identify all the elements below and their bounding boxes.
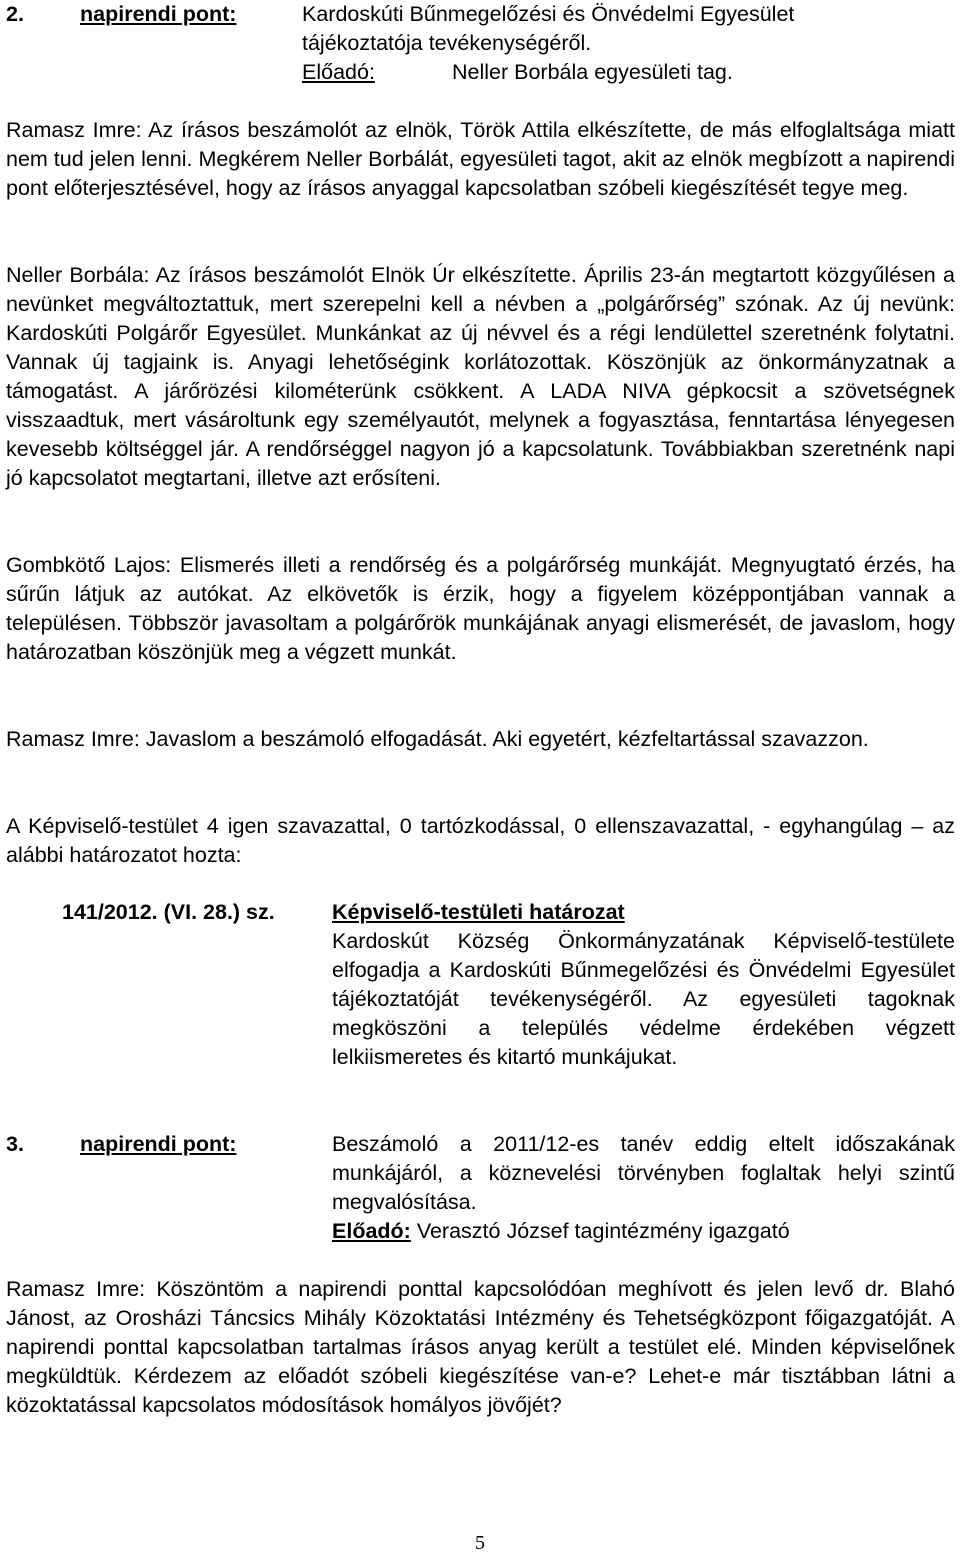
resolution-text: Kardoskút Község Önkormányzatának Képviselő-testülete elfogadja a Kardoskúti Bűnmegelőzési és Önvédelmi Egyesület tájékoztatóját tevékenységéről. Az egyesületi tagoknak megköszöni a település védelme érdekében végzett lelkiismeretes és kitartó munkájukat. (332, 929, 955, 1069)
page-number: 5 (475, 1532, 485, 1554)
paragraph: Gombkötő Lajos: Elismerés illeti a rendőrség és a polgárőrség munkáját. Megnyugtató érzés, ha sűrűn látjuk az autókat. Az elkövetők is érzik, hogy a figyelem középpontjában vannak a településen. Többször javasoltam a polgárőrök munkájának anyagi elismerését, de javaslom, hogy határozatban köszönjük meg a végzett munkát. (6, 553, 955, 664)
presenter-name: Verasztó József tagintézmény igazgató (410, 1219, 790, 1243)
paragraph: Ramasz Imre: Az írásos beszámolót az elnök, Török Attila elkészítette, de más elfoglaltsága miatt nem tud jelen lenni. Megkérem Neller Borbálát, egyesületi tagot, akit az elnök megbízott a napirendi pont előterjesztésével, hogy az írásos anyaggal kapcsolatban szóbeli kiegészítését tegye meg. (6, 118, 955, 200)
paragraph: Ramasz Imre: Javaslom a beszámoló elfogadását. Aki egyetért, kézfeltartással szavazzon. (6, 727, 869, 751)
agenda-label: napirendi pont: (80, 2, 237, 26)
presenter-label: Előadó: (332, 1219, 411, 1243)
agenda-title: Beszámoló a 2011/12-es tanév eddig eltelt időszakának munkájáról, a köznevelési törvényben foglaltak helyi szintű megvalósítása. (332, 1132, 955, 1214)
presenter (302, 58, 862, 87)
paragraph: Ramasz Imre: Köszöntöm a napirendi ponttal kapcsolódóan meghívott és jelen levő dr. Blahó Jánost, az Orosházi Táncsics Mihály Közoktatási Intézmény és Tehetségközpont főigazgatóját. A napirendi ponttal kapcsolatban tartalmas írásos anyag került a testület elé. Minden képviselőnek megküldtük. Kérdezem az előadót szóbeli kiegészítése van-e? Lehet-e már tisztábban látni a közoktatással kapcsolatos módosítások homályos jövőjét? (6, 1277, 955, 1417)
agenda-title-line: tájékoztatója tevékenységéről. (302, 31, 592, 55)
resolution-title: Képviselő-testületi határozat (332, 900, 625, 924)
presenter-name: Neller Borbála egyesületi tag. (452, 60, 733, 84)
resolution-number: 141/2012. (VI. 28.) sz. (62, 900, 275, 924)
agenda-body (302, 0, 862, 87)
agenda-number: 3. (6, 1132, 24, 1156)
agenda-label: napirendi pont: (80, 1132, 237, 1156)
presenter (332, 1217, 955, 1246)
presenter-label: Előadó: (302, 60, 375, 84)
agenda-title-line: Kardoskúti Bűnmegelőzési és Önvédelmi Egyesület (302, 2, 795, 26)
paragraph: A Képviselő-testület 4 igen szavazattal, 0 tartózkodással, 0 ellenszavazattal, - egyhangúlag – az alábbi határozatot hozta: (6, 814, 955, 867)
agenda-number: 2. (6, 2, 24, 26)
paragraph: Neller Borbála: Az írásos beszámolót Elnök Úr elkészítette. Április 23-án megtartott közgyűlésen a nevünket megváltoztattuk, mert szerepelni kell a névben a „polgárőrség” szónak. Az új nevünk: Kardoskúti Polgárőr Egyesület. Munkánkat az új névvel és a régi lendülettel szeretnénk folytatni. Vannak új tagjaink is. Anyagi lehetőségink korlátozottak. Köszönjük az önkormányzatnak a támogatást. A járőrözési kilométerünk csökkent. A LADA NIVA gépkocsit a szövetségnek visszaadtuk, mert vásároltunk egy személyautót, melynek a fogyasztása, fenntartása lényegesen kevesebb költséggel jár. A rendőrséggel nagyon jó a kapcsolatunk. Továbbiakban szeretnénk napi jó kapcsolatot megtartani, illetve azt erősíteni. (6, 263, 955, 490)
agenda-body (332, 1130, 955, 1246)
